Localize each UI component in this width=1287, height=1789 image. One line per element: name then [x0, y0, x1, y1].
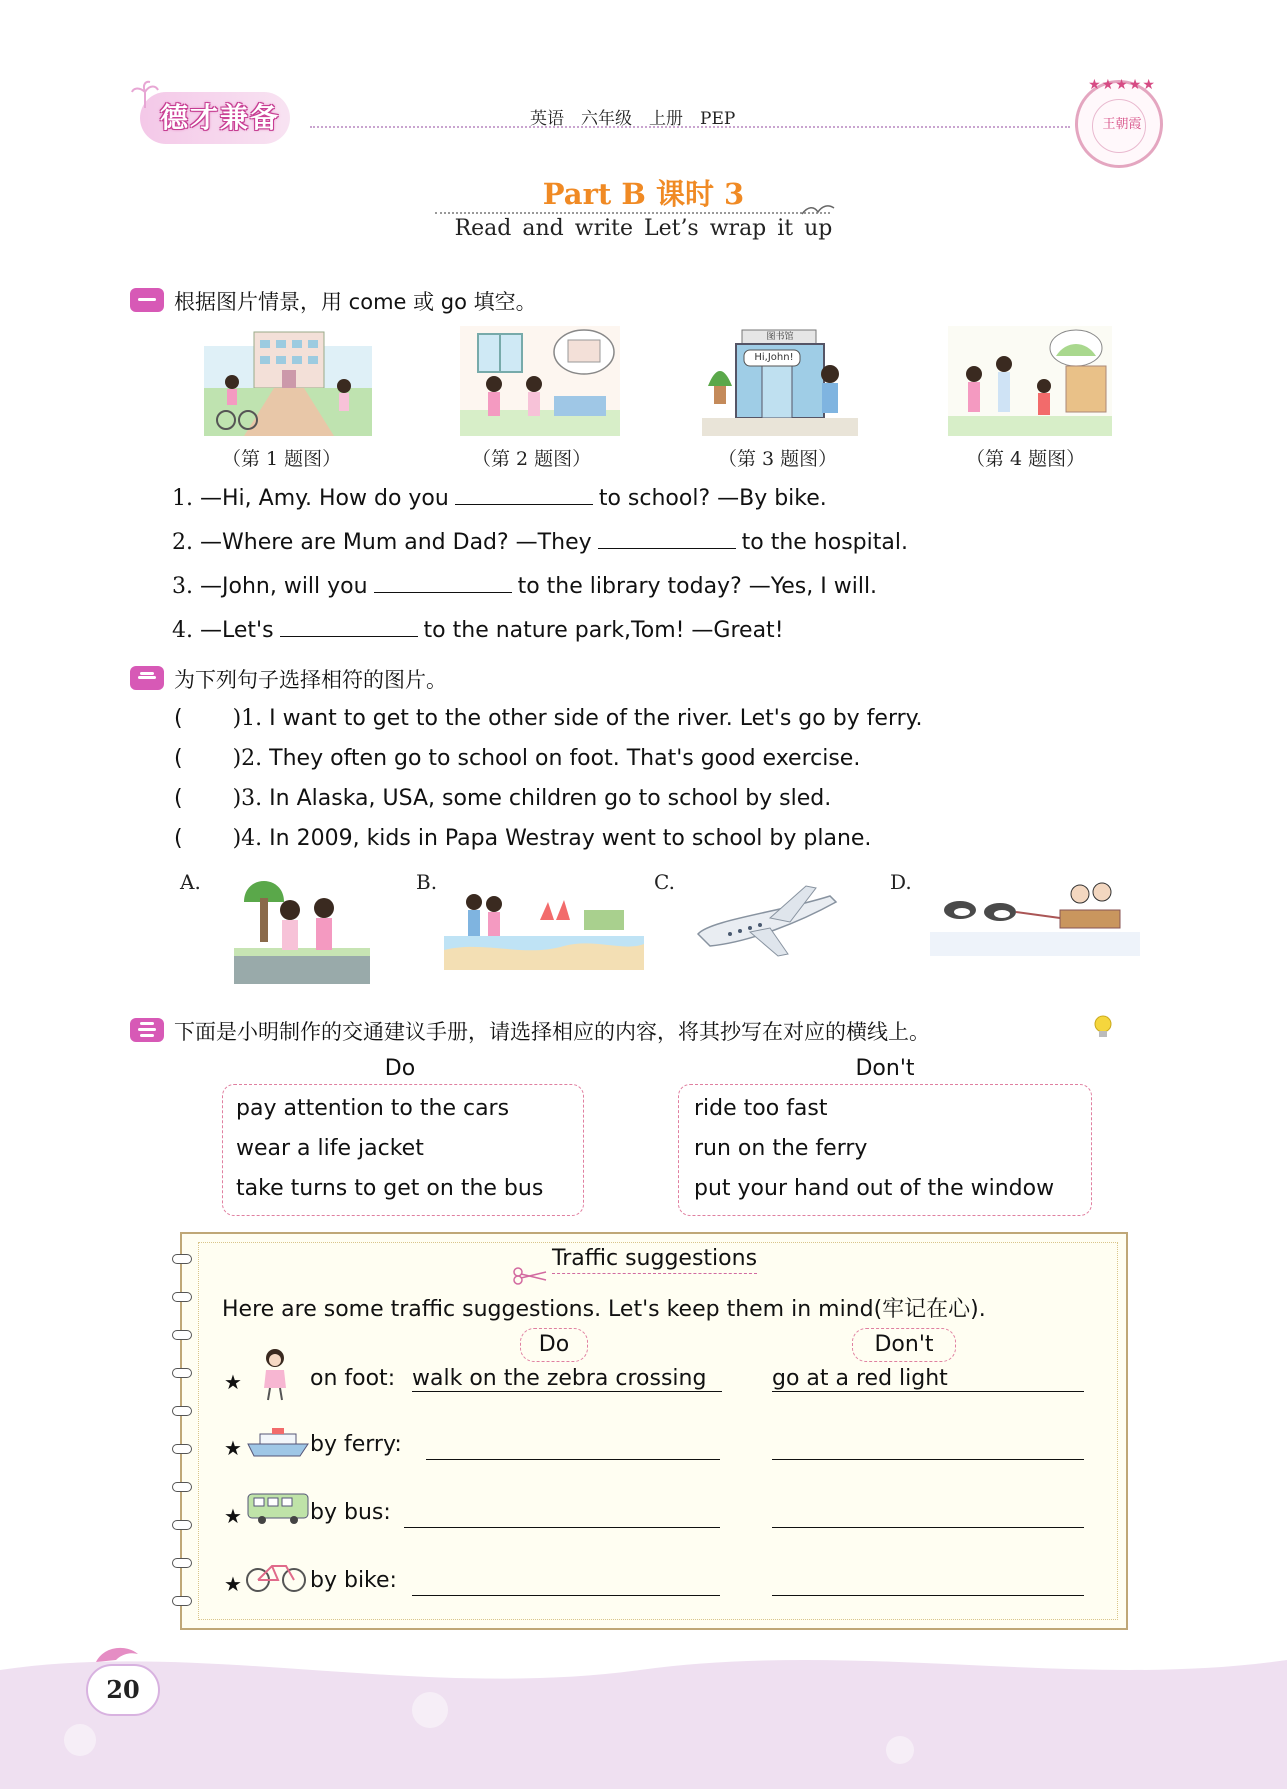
option-a-walking-picture	[234, 868, 370, 984]
do-column-head: Do	[384, 1056, 416, 1081]
notebook-do-label: Do	[520, 1328, 588, 1362]
question-text: to the nature park,Tom! —Great!	[423, 618, 784, 643]
option-label-a: A.	[180, 870, 201, 894]
question-text: —Hi, Amy. How do you	[200, 486, 449, 511]
row-label-on-foot: on foot:	[310, 1366, 396, 1391]
answer-paren[interactable]: (	[174, 706, 183, 731]
row-star: ★	[224, 1436, 242, 1460]
question-text: —Where are Mum and Dad? —They	[200, 530, 592, 555]
ferry-icon	[246, 1426, 310, 1460]
spiral-ring	[172, 1444, 192, 1454]
question-2	[172, 530, 908, 555]
caption-q4: （第 4 题图）	[966, 448, 1086, 470]
picture-q2	[460, 326, 620, 436]
caption-q3: （第 3 题图）	[718, 448, 838, 470]
answer-blank[interactable]	[598, 531, 736, 549]
do-answer-by-bus[interactable]	[404, 1500, 720, 1528]
spiral-ring	[172, 1330, 192, 1340]
question-text: to the library today? —Yes, I will.	[517, 574, 878, 599]
do-answer-on-foot[interactable]: walk on the zebra crossing	[412, 1366, 722, 1392]
notebook-title: Traffic suggestions	[552, 1246, 757, 1274]
dont-answer-by-ferry[interactable]	[772, 1432, 1084, 1460]
answer-paren[interactable]: (	[174, 746, 183, 771]
question-1	[172, 486, 827, 511]
option-label-d: D.	[890, 870, 912, 894]
section-1-instruction: 根据图片情景，用 come 或 go 填空。	[174, 290, 537, 314]
item-text: In Alaska, USA, some children go to school by sled.	[269, 786, 832, 811]
answer-blank[interactable]	[280, 619, 418, 637]
seal-text: 王朝霞	[1102, 117, 1142, 132]
item-number: )4.	[232, 826, 263, 851]
question-3	[172, 574, 877, 599]
spiral-ring	[172, 1596, 192, 1606]
caption-q1: （第 1 题图）	[222, 448, 342, 470]
question-text: to school? —By bike.	[598, 486, 827, 511]
scissors-icon	[512, 1266, 548, 1286]
option-c-plane-picture	[690, 876, 840, 966]
bike-icon	[244, 1558, 308, 1594]
choice-item-4	[174, 826, 871, 851]
dont-item: run on the ferry	[694, 1136, 868, 1161]
item-number: )1.	[232, 706, 263, 731]
row-label-by-bus: by bus:	[310, 1500, 391, 1525]
section-3-badge	[130, 1018, 164, 1042]
palm-tree-icon	[130, 80, 160, 110]
option-d-sled-picture	[930, 866, 1140, 956]
dont-column-head: Don't	[855, 1056, 915, 1081]
item-number: )3.	[232, 786, 263, 811]
question-number: 2.	[172, 530, 193, 555]
spiral-ring	[172, 1254, 192, 1264]
walking-girl-icon	[256, 1346, 294, 1402]
seal-stars: ★★★★★	[1088, 77, 1156, 93]
spiral-ring	[172, 1406, 192, 1416]
item-number: )2.	[232, 746, 263, 771]
row-label-by-bike: by bike:	[310, 1568, 397, 1593]
picture-q4	[948, 326, 1112, 436]
row-star: ★	[224, 1572, 242, 1596]
spiral-ring	[172, 1558, 192, 1568]
do-answer-by-bike[interactable]	[412, 1568, 720, 1596]
publisher-seal	[1075, 77, 1163, 168]
option-label-c: C.	[654, 870, 675, 894]
title-divider	[435, 212, 830, 214]
section-3-instruction: 下面是小明制作的交通建议手册，请选择相应的内容，将其抄写在对应的横线上。	[174, 1020, 930, 1044]
spiral-ring	[172, 1368, 192, 1378]
row-label-by-ferry: by ferry:	[310, 1432, 402, 1457]
dont-answer-by-bus[interactable]	[772, 1500, 1084, 1528]
dont-answer-on-foot[interactable]: go at a red light	[772, 1366, 1084, 1392]
question-number: 1.	[172, 486, 193, 511]
row-star: ★	[224, 1504, 242, 1528]
lightbulb-icon	[1092, 1014, 1114, 1040]
answer-paren[interactable]: (	[174, 826, 183, 851]
book-meta: 英语 六年级 上册 PEP	[530, 109, 736, 129]
dont-item: put your hand out of the window	[694, 1176, 1055, 1201]
footer-wave	[0, 1640, 1287, 1789]
item-text: I want to get to the other side of the river. Let's go by ferry.	[269, 706, 923, 731]
answer-paren[interactable]: (	[174, 786, 183, 811]
spiral-ring	[172, 1520, 192, 1530]
brand-name: 德才兼备	[160, 101, 281, 134]
item-text: They often go to school on foot. That's good exercise.	[269, 746, 861, 771]
do-answer-by-ferry[interactable]	[426, 1432, 720, 1460]
answer-blank[interactable]	[455, 487, 593, 505]
speech-bubble: Hi,John!	[754, 352, 794, 363]
do-item: take turns to get on the bus	[236, 1176, 544, 1201]
choice-item-1	[174, 706, 923, 731]
item-text: In 2009, kids in Papa Westray went to school by plane.	[269, 826, 872, 851]
option-b-ferry-picture	[444, 880, 644, 970]
page-subtitle: Read and write Let’s wrap it up	[454, 216, 833, 241]
question-text: to the hospital.	[741, 530, 908, 555]
choice-item-2	[174, 746, 860, 771]
question-text: —Let's	[200, 618, 274, 643]
row-star: ★	[224, 1370, 242, 1394]
do-item: pay attention to the cars	[236, 1096, 510, 1121]
question-number: 4.	[172, 618, 193, 643]
question-4	[172, 618, 784, 643]
library-sign: 图书馆	[766, 332, 794, 342]
answer-blank[interactable]	[374, 575, 512, 593]
section-1-badge	[130, 288, 164, 312]
do-item: wear a life jacket	[236, 1136, 424, 1161]
spiral-ring	[172, 1292, 192, 1302]
question-text: —John, will you	[200, 574, 368, 599]
bus-icon	[246, 1490, 310, 1526]
notebook-dont-label: Don't	[852, 1328, 956, 1362]
choice-item-3	[174, 786, 831, 811]
page-title: Part B 课时 3	[542, 177, 745, 211]
option-label-b: B.	[416, 870, 438, 894]
section-2-instruction: 为下列句子选择相符的图片。	[174, 668, 447, 692]
notebook-intro: Here are some traffic suggestions. Let's keep them in mind(牢记在心).	[222, 1297, 986, 1322]
page-number: 20	[86, 1664, 160, 1716]
picture-q1	[204, 326, 372, 436]
spiral-ring	[172, 1482, 192, 1492]
caption-q2: （第 2 题图）	[472, 448, 592, 470]
section-2-badge	[130, 666, 164, 690]
dont-item: ride too fast	[694, 1096, 828, 1121]
question-number: 3.	[172, 574, 193, 599]
dont-answer-by-bike[interactable]	[772, 1568, 1084, 1596]
brand-logo	[130, 88, 300, 148]
picture-q3	[702, 326, 858, 436]
